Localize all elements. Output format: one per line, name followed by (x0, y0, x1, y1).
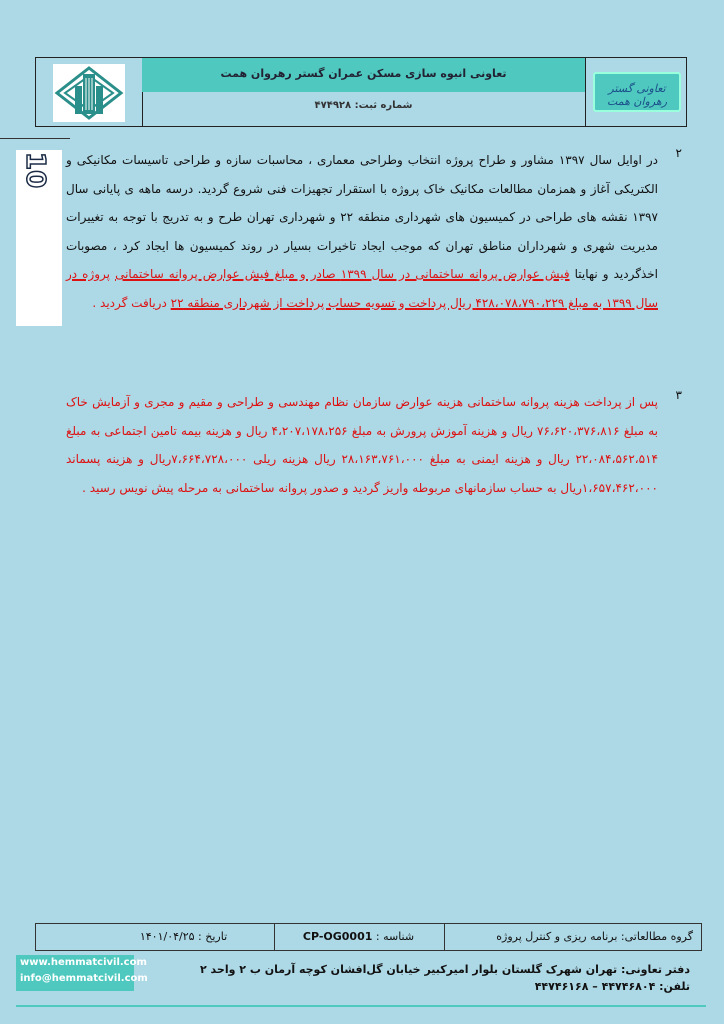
registration-number: شماره ثبت: ۴۷۴۹۲۸ (314, 100, 413, 111)
p2-line-6-highlight: پروژه در سال ۱۳۹۹ به مبلغ ۴۲۸،۰۷۸،۷۹۰،۲۲۹ ریال پرداخت و تسویه حساب پرداخت از شهرداری منطقه ۲۲ (66, 267, 658, 310)
calligraphy-logo (593, 72, 681, 112)
footer-accent-line (16, 1005, 706, 1007)
email-link[interactable]: info@hemmatcivil.com (20, 973, 148, 984)
paragraph-2 (66, 146, 682, 317)
document-header (35, 57, 687, 127)
p3-line-5: و صدور پروانه ساختمانی به مرحله پیش نویس رسید . (82, 480, 349, 495)
office-phone: تلفن: ۴۴۷۴۶۸۰۴ – ۴۴۷۴۶۱۶۸ (534, 980, 690, 993)
document-code (276, 924, 441, 950)
document-date-label: تاریخ : (198, 930, 228, 943)
calligraphy-logo-text: تعاونی گستر رهروان همت (606, 82, 668, 108)
p2-line-1: در اوایل سال ۱۳۹۷ مشاور و طراح پروژه انتخاب وطراحی معماری ، محاسبات سازه و طراحی تاسیسات مکانیکی و (66, 153, 659, 167)
paragraph-2-text (66, 146, 658, 317)
p3-line-4: هزینه ریلی ۷،۶۶۴،۷۲۸،۰۰۰ریال و هزینه پسماند ۱،۶۵۷،۴۶۲،۰۰۰ریال به حساب سازمانهای مربوطه واریز گردید (66, 452, 658, 495)
document-date (96, 924, 271, 950)
p3-line-2: خاک به مبلغ ۷۶،۶۲۰،۳۷۶،۸۱۶ ریال و هزینه آموزش پرورش به مبلغ ۴،۲۰۷،۱۷۸،۲۵۶ ریال و هزینه بیمه تامین (66, 395, 659, 438)
header-logo-cell (36, 58, 143, 126)
paragraph-2-number: ۲ (675, 146, 682, 160)
header-title-cell (142, 58, 586, 126)
office-address: دفتر تعاونی: تهران شهرک گلستان بلوار امیرکبیر خیابان گل‌افشان کوچه آرمان ب ۲ واحد ۲ (199, 963, 690, 976)
footer-divider (274, 924, 275, 950)
p2-line-5-highlight: فیش عوارض پروانه ساختمانی در سال ۱۳۹۹ صادر و مبلغ فیش عوارض پروانه ساختمانی (115, 267, 570, 281)
document-date-value: ۱۴۰۱/۰۴/۲۵ (139, 930, 195, 943)
p3-line-3: اجتماعی به مبلغ ۲۲،۰۸۴،۵۶۲،۵۱۴ ریال و هزینه ایمنی به مبلغ ۲۸،۱۶۳،۷۶۱،۰۰۰ ریال (66, 423, 658, 466)
building-logo-icon (53, 64, 125, 122)
office-address-block (200, 961, 690, 995)
p2-line-4: تغییرات مدیریت شهری و شهرداران مناطق تهران که موجب ایجاد تاخیرات بسیار در روند کمیسیون ها ایجاد کرد ، (66, 210, 658, 253)
footer-divider (444, 924, 445, 950)
p2-line-2: الکتریکی آغاز و همزمان مطالعات مکانیک خاک پروژه با استقرار تجهیزات فنی شروع گردید. درسه ماهه ی پایانی سال (66, 181, 658, 196)
header-separator (0, 138, 70, 139)
page-number: 10 (20, 152, 50, 189)
header-brand-cell (585, 58, 685, 126)
paragraph-3-number: ۳ (675, 388, 682, 402)
website-link[interactable]: www.hemmatcivil.com (20, 957, 147, 968)
p2-line-3: ۱۳۹۷ نقشه های طراحی در کمیسیون های شهرداری منطقه ۲۲ و شهرداری تهران طرح و به تدریج با توجه به (108, 210, 658, 224)
document-code-value: CP-OG0001 (302, 930, 373, 943)
p2-line-5-plain: مصوبات اخذگردید و نهایتا (66, 238, 658, 281)
document-code-label: شناسه : (375, 930, 415, 943)
p2-line-7-highlight: دریافت گردید . (92, 295, 167, 310)
footer-info-bar (35, 923, 702, 951)
p3-line-1: پس از پرداخت هزینه پروانه ساختمانی هزینه عوارض سازمان نظام مهندسی و طراحی و مقیم و مجری و آزمایش (92, 395, 658, 409)
paragraph-3 (66, 388, 682, 502)
company-title: تعاونی انبوه سازی مسکن عمران گستر رهروان همت (220, 67, 507, 80)
contact-web-box (16, 955, 148, 991)
paragraph-3-text (66, 388, 658, 502)
study-group: گروه مطالعاتی: برنامه ریزی و کنترل پروژه (496, 930, 693, 943)
